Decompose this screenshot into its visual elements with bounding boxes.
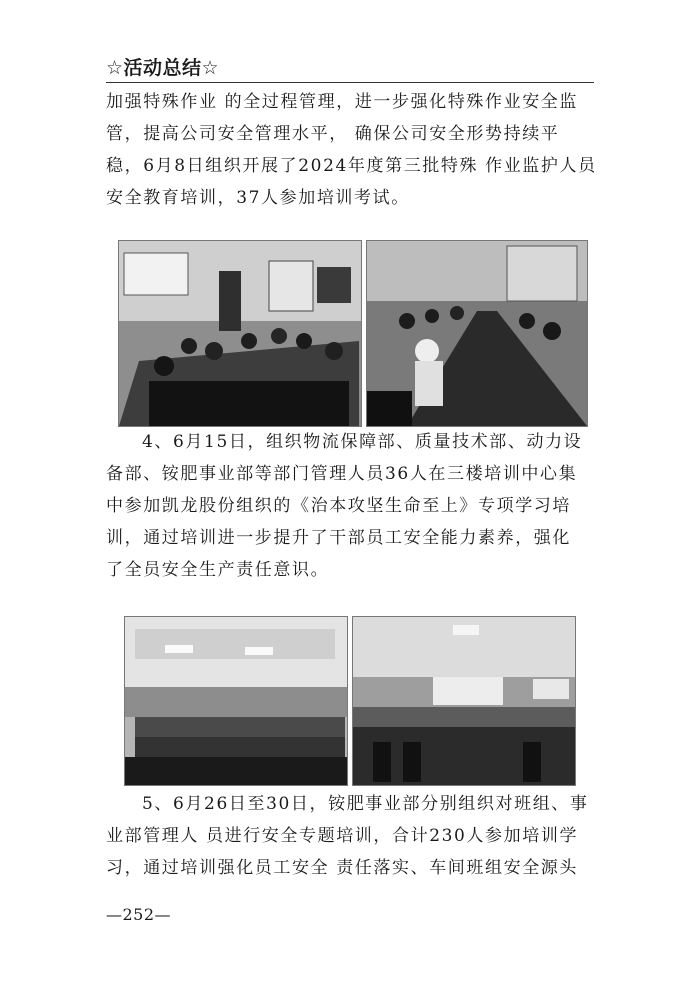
paragraph-line: 4、6月15日，组织物流保障部、质量技术部、动力设 bbox=[142, 432, 583, 452]
paragraph-line: 了全员安全生产责任意识。 bbox=[106, 560, 330, 580]
training-photo-classroom bbox=[118, 240, 362, 427]
paragraph-line: 中参加凯龙股份组织的《治本攻坚生命至上》专项学习培 bbox=[106, 496, 571, 516]
photo-illustration bbox=[125, 617, 347, 785]
photo-illustration bbox=[367, 241, 587, 426]
page-number: —252— bbox=[106, 905, 172, 924]
paragraph-line: 安全教育培训，37人参加培训考试。 bbox=[106, 188, 410, 208]
paragraph-line: 稳，6月8日组织开展了2024年度第三批特殊 作业监护人员 bbox=[106, 156, 597, 176]
paragraph-line: 备部、铵肥事业部等部门管理人员36人在三楼培训中心集 bbox=[106, 464, 578, 484]
section-title: ☆活动总结☆ bbox=[106, 57, 220, 79]
photo-illustration bbox=[353, 617, 575, 785]
paragraph-line: 加强特殊作业 的全过程管理，进一步强化特殊作业安全监 bbox=[106, 92, 579, 112]
photo-illustration bbox=[119, 241, 361, 426]
training-photo-hall-seats bbox=[352, 616, 576, 786]
training-photo-meeting-room bbox=[366, 240, 588, 427]
paragraph-line: 习，通过培训强化员工安全 责任落实、车间班组安全源头 bbox=[106, 858, 579, 878]
paragraph-2 bbox=[106, 426, 596, 586]
photo-row-2 bbox=[124, 616, 576, 786]
paragraph-line: 业部管理人 员进行安全专题培训，合计230人参加培训学 bbox=[106, 826, 579, 846]
page-header bbox=[106, 56, 594, 83]
paragraph-line: 训，通过培训进一步提升了干部员工安全能力素养，强化 bbox=[106, 528, 571, 548]
paragraph-line: 5、6月26日至30日，铵肥事业部分别组织对班组、事 bbox=[142, 794, 589, 814]
paragraph-3 bbox=[106, 788, 596, 884]
photo-row-1 bbox=[118, 240, 588, 427]
training-photo-hall-wide bbox=[124, 616, 348, 786]
paragraph-line: 管，提高公司安全管理水平， 确保公司安全形势持续平 bbox=[106, 124, 560, 144]
paragraph-1 bbox=[106, 86, 596, 214]
